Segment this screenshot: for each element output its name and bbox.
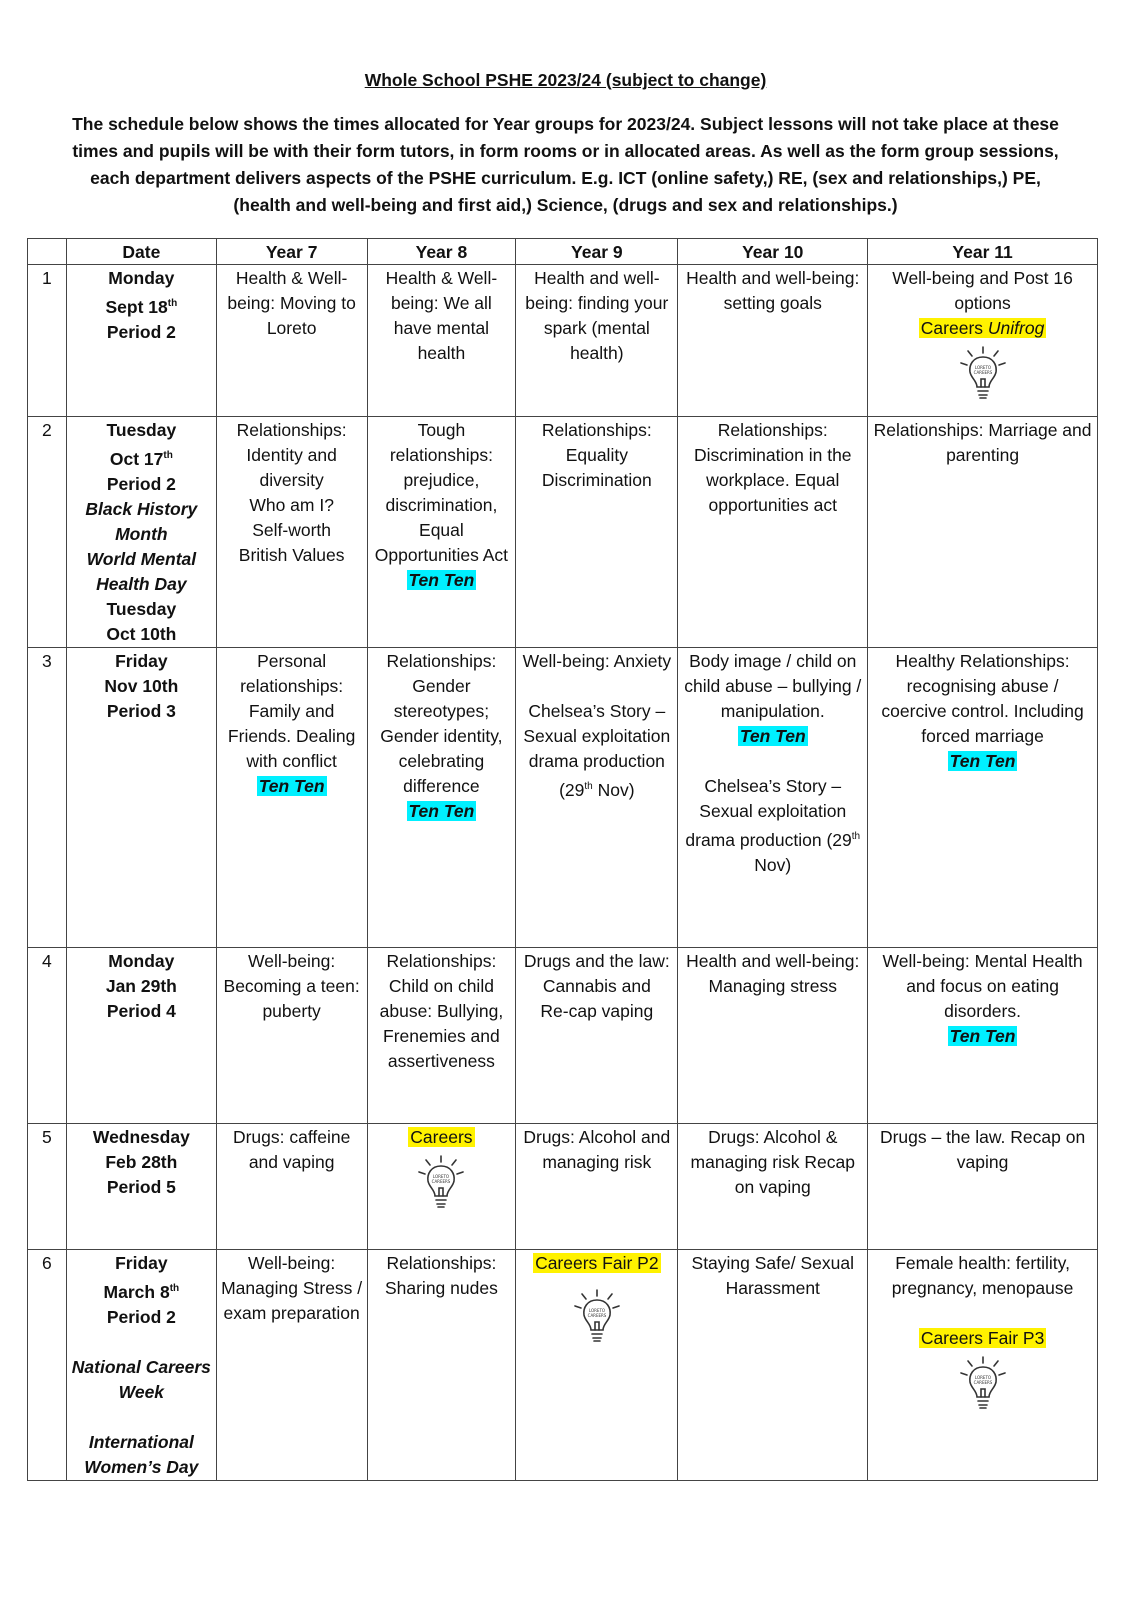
svg-text:LORETO: LORETO [974,365,991,370]
year7-topic: Well-being: Managing Stress / exam preparation [216,1249,367,1480]
table-row [28,265,1098,417]
year11-topic: Relationships: Marriage and parenting [868,417,1098,648]
year8-topic: Relationships: Sharing nudes [367,1249,516,1480]
year9-topic: Drugs: Alcohol and managing risk [516,1123,678,1249]
year7-topic: Relationships: Identity and diversity Who am I? Self-worth British Values [216,417,367,648]
svg-text:LORETO: LORETO [433,1173,450,1179]
year7-topic: Health & Well-being: Moving to Loreto [216,265,367,417]
year11-topic: Well-being: Mental Health and focus on eating disorders. Ten Ten [868,947,1098,1123]
svg-text:CAREERS: CAREERS [587,1312,607,1318]
loreto-careers-bulb-icon [958,1355,1008,1411]
ten-ten-tag: Ten Ten [408,800,475,821]
table-header-row [28,239,1098,265]
svg-text:CAREERS: CAREERS [973,1379,992,1385]
year8-topic: Health & Well-being: We all have mental health [367,265,516,417]
row-number: 2 [28,417,67,648]
svg-text:CAREERS: CAREERS [432,1178,451,1184]
year10-topic: Relationships: Discrimination in the workplace. Equal opportunities act [678,417,868,648]
date-cell: Wednesday Feb 28th Period 5 [66,1123,216,1249]
document-title: Whole School PSHE 2023/24 (subject to change) [364,70,767,90]
year10-topic: Health and well-being: Managing stress [678,947,868,1123]
table-row [28,1123,1098,1249]
row-number: 3 [28,647,67,947]
pshe-schedule-table [27,238,1098,1481]
header-year-8: Year 8 [367,239,516,265]
year8-topic: Tough relationships: prejudice, discrimination, Equal Opportunities Act Ten Ten [367,417,516,648]
date-cell: Friday March 8th Period 2 National Careers Week International Women’s Day [66,1249,216,1480]
row-number: 1 [28,265,67,417]
ten-ten-tag: Ten Ten [258,775,325,796]
table-row [28,947,1098,1123]
year11-topic: Female health: fertility, pregnancy, menopause Careers Fair P3 LORETO CAREERS [868,1249,1098,1480]
year8-topic [367,1123,516,1249]
date-cell: Tuesday Oct 17th Period 2 Black History Month World Mental Health Day Tuesday Oct 10th [66,417,216,648]
year11-topic: Healthy Relationships: recognising abuse / coercive control. Including forced marriage Ten Ten [868,647,1098,947]
year7-topic: Personal relationships: Family and Friends. Dealing with conflict Ten Ten [216,647,367,947]
row-number: 4 [28,947,67,1123]
year7-topic: Well-being: Becoming a teen: puberty [216,947,367,1123]
loreto-careers-bulb-icon [416,1154,466,1210]
header-number [28,239,67,265]
ten-ten-tag: Ten Ten [739,725,806,746]
careers-tag: Careers [410,1126,473,1147]
table-row [28,1249,1098,1480]
year9-topic [516,1249,678,1480]
header-year-11: Year 11 [868,239,1098,265]
row-number: 6 [28,1249,67,1480]
svg-text:CAREERS: CAREERS [973,370,992,375]
year7-topic: Drugs: caffeine and vaping [216,1123,367,1249]
year11-topic: Drugs – the law. Recap on vaping [868,1123,1098,1249]
ten-ten-tag: Ten Ten [949,750,1016,771]
date-cell: Monday Sept 18th Period 2 [66,265,216,417]
year10-topic: Staying Safe/ Sexual Harassment [678,1249,868,1480]
careers-fair-p3-tag: Careers Fair P3 [920,1327,1045,1348]
loreto-careers-bulb-icon [572,1288,622,1344]
header-year-9: Year 9 [516,239,678,265]
ten-ten-tag: Ten Ten [949,1025,1016,1046]
year9-topic: Well-being: Anxiety Chelsea’s Story – Sexual exploitation drama production (29th Nov) [516,647,678,947]
header-year-7: Year 7 [216,239,367,265]
year10-topic: Health and well-being: setting goals [678,265,868,417]
year8-topic: Relationships: Child on child abuse: Bullying, Frenemies and assertiveness [367,947,516,1123]
date-cell: Friday Nov 10th Period 3 [66,647,216,947]
year9-topic: Relationships: Equality Discrimination [516,417,678,648]
header-date: Date [66,239,216,265]
row-number: 5 [28,1123,67,1249]
intro-paragraph: The schedule below shows the times allocated for Year groups for 2023/24. Subject lessons will not take place at these times and pupils will be with their form tutors, in form rooms or in allocated areas. As well as the form group sessions, each department delivers aspects of the PSHE curriculum. E.g. ICT (online safety,) RE, (sex and relationships,) PE, (health and well-being and first aid,) Science, (drugs and sex and relationships.) [72,114,1059,215]
date-cell: Monday Jan 29th Period 4 [66,947,216,1123]
table-row [28,417,1098,648]
year8-topic: Relationships: Gender stereotypes; Gender identity, celebrating difference Ten Ten [367,647,516,947]
table-row [28,647,1098,947]
svg-text:LORETO: LORETO [974,1374,991,1380]
header-year-10: Year 10 [678,239,868,265]
careers-unifrog-tag: Careers Unifrog [920,318,1045,338]
svg-text:LORETO: LORETO [588,1307,605,1313]
year11-topic: Well-being and Post 16 options Careers Unifrog LORETO CAREERS [868,265,1098,417]
year10-topic: Body image / child on child abuse – bullying / manipulation. Ten Ten Chelsea’s Story – Sexual exploitation drama production (29th Nov) [678,647,868,947]
careers-fair-p2-tag: Careers Fair P2 [535,1252,659,1273]
year9-topic: Drugs and the law: Cannabis and Re-cap vaping [516,947,678,1123]
loreto-careers-bulb-icon [958,345,1008,401]
year9-topic: Health and well-being: finding your spark (mental health) [516,265,678,417]
year10-topic: Drugs: Alcohol & managing risk Recap on vaping [678,1123,868,1249]
ten-ten-tag: Ten Ten [408,570,475,590]
